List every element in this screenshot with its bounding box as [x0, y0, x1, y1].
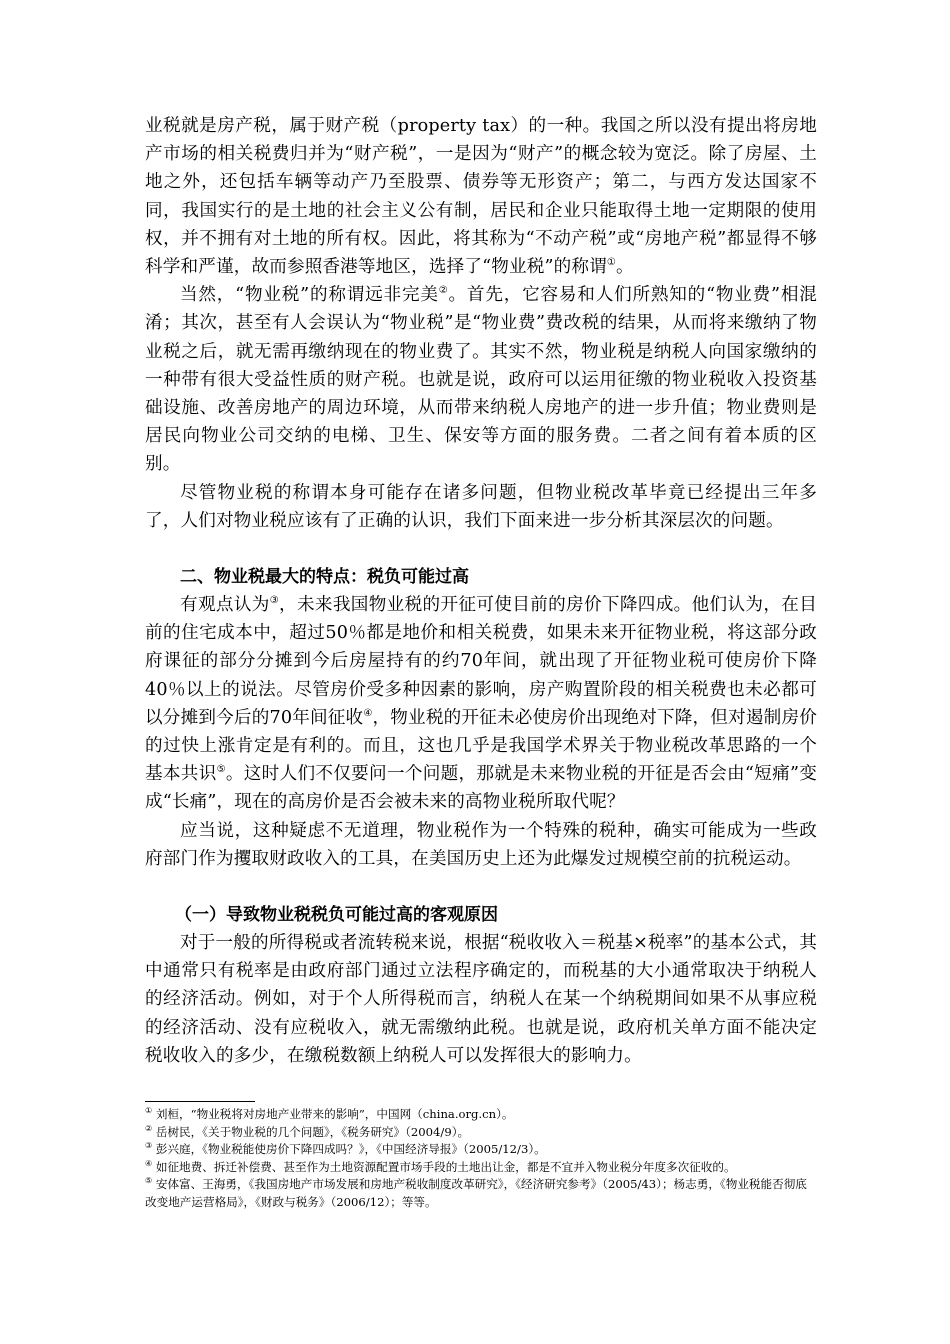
footnote-3: ③ 彭兴庭，《物业税能使房价下降四成吗？》，《中国经济导报》（2005/12/3）。	[145, 1141, 546, 1157]
paragraph-doubt: 应当说，这种疑虑不无道理，物业税作为一个特殊的税种，确实可能成为一些政府部门作为攫取财政收入的工具，在美国历史上还为此爆发过规模空前的抗税运动。	[145, 820, 817, 869]
footnote-1: ① 刘桓，“物业税将对房地产业带来的影响”，中国网（china.org.cn）。	[145, 1106, 514, 1121]
footnote-5: ⑤ 安体富、王海勇，《我国房地产市场发展和房地产税收制度改革研究》，《经济研究参考》（2005/43）；杨志勇，《物业税能否彻底改变地产运营格局》，《财政与税务》（2006/12）；等等。	[145, 1176, 807, 1209]
paragraph-viewpoint: 有观点认为③，未来我国物业税的开征可使目前的房价下降四成。他们认为，在目前的住宅成本中，超过50％都是地价和相关税费，如果未来开征物业税，将这部分政府课征的部分分摊到今后房屋持有的约70年间，就出现了开征物业税可使房价下降40％以上的说法。尽管房价受多种因素的影响，房产购置阶段的相关税费也未必都可以分摊到今后的70年间征收④，物业税的开征未必使房价出现绝对下降，但对遏制房价的过快上涨肯定是有利的。而且，这也几乎是我国学术界关于物业税改革思路的一个基本共识⑤。这时人们不仅要问一个问题，那就是未来物业税的开征是否会由“短痛”变成“长痛”，现在的高房价是否会被未来的高物业税所取代呢？	[145, 595, 818, 813]
footnote-ref-4[interactable]: ④	[363, 708, 373, 719]
footnote-marker: ⑤	[145, 1176, 153, 1186]
footnote-ref-1[interactable]: ①	[606, 257, 617, 269]
paragraph-tax-base: 对于一般的所得税或者流转税来说，根据“税收收入＝税基×税率”的基本公式，其中通常只有税率是由政府部门通过立法程序确定的，而税基的大小通常取决于纳税人的经济活动。例如，对于个人所得税而言，纳税人在某一个纳税期间如果不从事应税的经济活动、没有应税收入，就无需缴纳此税。也就是说，政府机关单方面不能决定税收收入的多少，在缴税数额上纳税人可以发挥很大的影响力。	[145, 933, 817, 1066]
footnote-separator	[145, 1101, 255, 1102]
footnote-marker: ②	[145, 1123, 153, 1133]
section-heading: 二、物业税最大的特点：税负可能过高	[180, 567, 469, 588]
footnote-marker: ④	[145, 1158, 153, 1168]
footnote-marker: ①	[145, 1106, 153, 1116]
body-text	[145, 112, 817, 1070]
paragraph-continuation: 业税就是房产税，属于财产税（property tax）的一种。我国之所以没有提出将房地产市场的相关税费归并为“财产税”，一是因为“财产”的概念较为宽泛。除了房屋、土地之外，还包括车辆等动产乃至股票、债券等无形资产；第二，与西方发达国家不同，我国实行的是土地的社会主义公有制，居民和企业只能取得土地一定期限的使用权，并不拥有对土地的所有权。因此，将其称为“不动产税”或“房地产税”都显得不够科学和严谨，故而参照香港等地区，选择了“物业税”的称谓①。	[145, 116, 817, 278]
footnote-marker: ③	[145, 1141, 153, 1151]
subsection-heading: （一）导致物业税税负可能过高的客观原因	[175, 905, 498, 926]
footnote-ref-3[interactable]: ③	[269, 595, 280, 607]
footnote-ref-5[interactable]: ⑤	[216, 764, 226, 776]
paragraph-naming: 当然，“物业税”的称谓远非完美②。首先，它容易和人们所熟知的“物业费”相混淆；其次，甚至有人会误认为“物业税”是“物业费”费改税的结果，从而将来缴纳了物业税之后，就无需再缴纳现在的物业费了。其实不然，物业税是纳税人向国家缴纳的一种带有很大受益性质的财产税。也就是说，政府可以运用征缴的物业税收入投资基础设施、改善房地产的周边环境，从而带来纳税人房地产的进一步升值；物业费则是居民向物业公司交纳的电梯、卫生、保安等方面的服务费。二者之间有着本质的区别。	[145, 285, 817, 475]
footnote-ref-2[interactable]: ②	[438, 285, 449, 297]
paragraph-transition: 尽管物业税的称谓本身可能存在诸多问题，但物业税改革毕竟已经提出三年多了，人们对物业税应该有了正确的认识，我们下面来进一步分析其深层次的问题。	[145, 482, 817, 531]
footnote-4: ④ 如征地费、拆迁补偿费、甚至作为土地资源配置市场手段的土地出让金，都是不宜并入物业税分年度多次征收的。	[145, 1158, 736, 1174]
footnotes	[145, 1106, 817, 1212]
footnote-2: ② 岳树民，《关于物业税的几个问题》，《税务研究》（2004/9）。	[145, 1123, 470, 1139]
